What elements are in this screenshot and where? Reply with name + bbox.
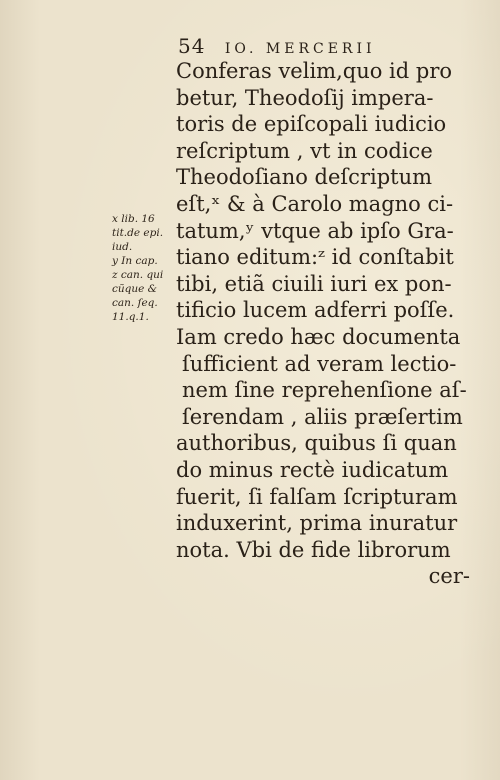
text-line: nem ſine reprehenſione aſ- — [182, 378, 467, 403]
marginal-note: z can. qui — [112, 269, 164, 281]
marginal-note: can. ſeq. — [112, 297, 158, 309]
body-text — [176, 58, 480, 590]
running-header — [178, 34, 478, 60]
text-line: ſerendam , aliis præſertim — [182, 404, 463, 429]
text-line: nota. Vbi de fide librorum — [176, 537, 451, 562]
text-line: Iam credo hæc documenta — [176, 324, 461, 349]
marginal-note: x lib. 16 — [112, 213, 155, 225]
text-line: tificio lucem adferri poſſe. — [176, 298, 455, 323]
text-line: eſt,ˣ & à Carolo magno ci- — [176, 191, 454, 216]
text-line: do minus rectè iudicatum — [176, 457, 449, 482]
marginal-notes — [112, 213, 176, 325]
marginal-note: 11.q.1. — [112, 311, 149, 323]
text-line: tiano editum:ᶻ id conſtabit — [176, 245, 454, 270]
text-line: betur, Theodoſij impera- — [176, 85, 434, 110]
text-line: authoribus, quibus ſi quan — [176, 431, 457, 456]
marginal-note: tit.de epi. — [112, 227, 164, 239]
marginal-note: cũque & — [112, 283, 158, 295]
text-line: toris de epiſcopali iudicio — [176, 112, 447, 137]
text-line: fuerit, ſi falſam ſcripturam — [176, 484, 458, 509]
page-number: 54 — [178, 34, 206, 58]
text-line: reſcriptum , vt in codice — [176, 138, 433, 163]
text-line: tibi, etiã ciuili iuri ex pon- — [176, 271, 452, 296]
catchword: cer- — [428, 564, 470, 589]
marginal-note: y In cap. — [112, 255, 158, 267]
text-line: induxerint, prima inuratur — [176, 511, 458, 536]
marginal-note: iud. — [112, 241, 133, 253]
text-line: Conferas velim,quo id pro — [176, 59, 453, 83]
text-line: Theodoſiano deſcriptum — [176, 165, 433, 190]
text-line: ſufficient ad veram lectio- — [182, 351, 457, 376]
text-line: tatum,ʸ vtque ab ipſo Gra- — [176, 218, 454, 243]
running-title: IO. MERCERII — [224, 41, 376, 57]
